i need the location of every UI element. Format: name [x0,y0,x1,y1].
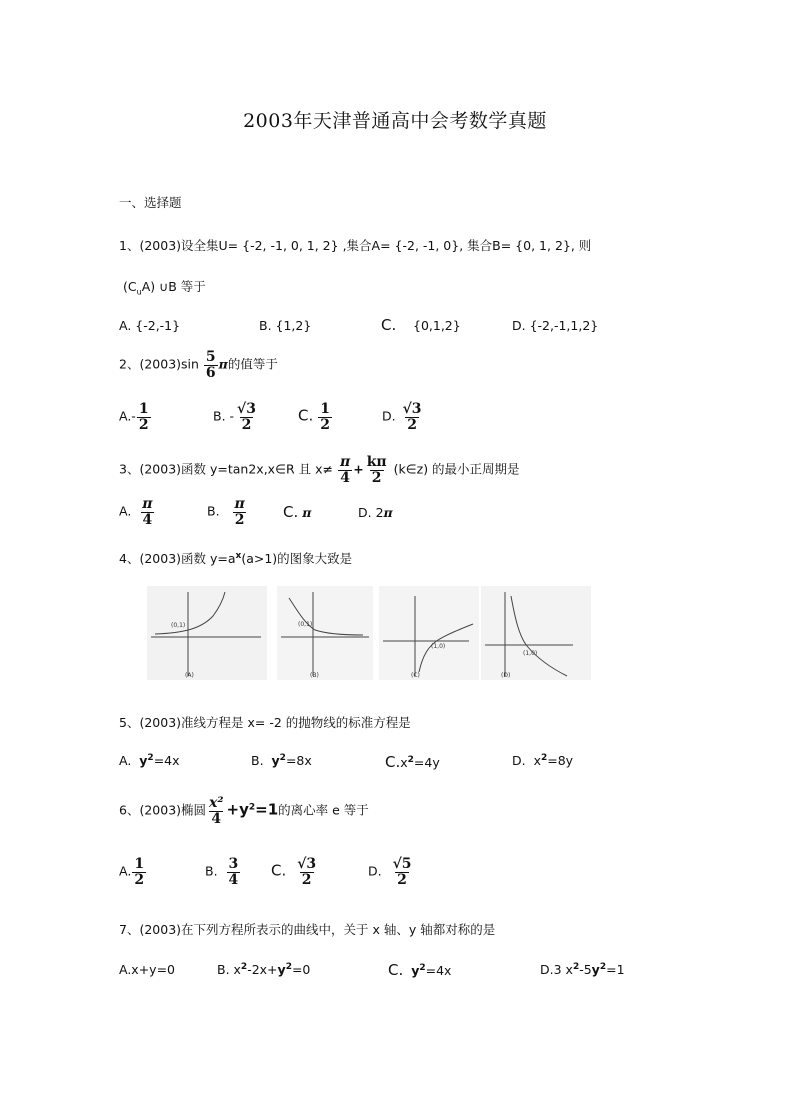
section-heading: 一、选择题 [119,195,182,210]
q3-option-a-frac [140,497,154,527]
q7-option-a: A.x+y=0 [119,962,175,977]
question-1-stem-2 [123,277,206,297]
q4-prefix: 4、(2003)函数 y=a [119,551,236,566]
q5-option-c-label: C. [385,753,401,771]
q3-a-den: 4 [142,511,153,528]
q4-exponent: x [235,550,242,561]
q5-c-sup: 2 [407,754,414,765]
q7-b-sup2: 2 [285,962,292,972]
q7-option-b [217,962,310,977]
q5-b-rest: =8x [285,753,312,769]
q7-d-sup1: 2 [572,962,580,972]
q3-option-d [358,505,393,520]
q7-d-sup2: 2 [599,962,607,972]
q5-option-b [251,753,312,768]
q7-d-var: y [591,962,600,978]
q2-option-b-frac [235,402,258,432]
q1-complement-open: (C [123,279,137,294]
q6-a-num: 1 [134,856,145,872]
q2-fraction [204,350,218,380]
q2-fraction-num: 5 [205,349,216,365]
q7-option-d [540,962,625,977]
q3-suffix: (k∈z) 的最小正周期是 [393,461,520,477]
graph-d-point: (1,0) [523,650,538,657]
q5-a-rest: =4x [153,753,180,769]
q2-option-a-frac [137,402,151,432]
q3-fraction-2 [365,455,389,485]
q6-d-num: √5 [392,856,412,872]
q2-option-d-label: D. [382,408,396,424]
q3-f1-num: π [339,454,351,470]
graph-b-label: (B) [310,672,319,679]
graph-d-panel [481,586,591,680]
q1-option-c-letter: C. [381,316,397,334]
q6-b-num: 3 [228,856,239,872]
q3-option-a [119,497,156,527]
graph-c-label: (C) [411,672,420,679]
question-7-stem: 7、(2003)在下列方程所表示的曲线中，关于 x 轴、y 轴都对称的是 [119,922,496,937]
q3-a-num: π [142,496,153,512]
q6-option-c [271,857,319,887]
q3-option-c-label: C. [283,503,299,521]
q5-b-sup: 2 [279,753,286,763]
q6-option-a [119,857,147,887]
q5-b-var: y [271,753,280,769]
q2-a-den: 2 [138,416,149,433]
question-2-stem [119,350,278,380]
q5-c-rest: =4y [413,755,440,770]
q5-option-c [385,753,440,771]
q3-f2-den: 2 [371,469,382,486]
question-5-stem: 5、(2003)准线方程是 x= -2 的抛物线的标准方程是 [119,715,411,730]
q3-option-b-frac [232,497,246,527]
q5-a-var: y [139,753,148,769]
q5-c-var: x [400,755,408,770]
q6-a-den: 2 [134,871,145,888]
q6-d-den: 2 [397,871,407,888]
q2-option-c [298,402,333,432]
q6-option-a-frac [132,857,146,887]
q3-f1-den: 4 [340,469,350,486]
q3-option-d-value: π [383,505,393,520]
q6-fraction [207,796,225,826]
q6-option-c-frac [295,857,318,887]
q2-option-c-label: C. [298,406,314,425]
q7-c-sup: 2 [419,962,426,973]
q3-option-c [283,503,311,521]
q3-option-b [207,497,248,527]
q6-sup: 2 [248,802,256,813]
graph-b-point: (0,1) [298,621,313,628]
q3-fraction-1 [338,455,352,485]
q4-suffix: (a>1)的图象大致是 [241,551,353,566]
q2-option-b-label: B. - [213,408,235,424]
q6-b-den: 4 [228,871,239,888]
q5-d-rest: =8y [547,753,574,769]
q5-d-var: x [533,753,541,769]
q7-b-sup1: 2 [240,962,248,972]
q6-option-c-label: C. [271,861,287,880]
q2-prefix: 2、(2003)sin [119,356,199,372]
q7-d-mid: -5 [579,962,592,978]
q2-c-num: 1 [320,401,330,417]
q5-option-b-label: B. [251,753,264,769]
q3-option-a-label: A. [119,503,132,519]
graph-d-label: (D) [501,672,511,679]
q5-option-d [512,753,573,768]
q1-option-d: D. {-2,-1,1,2} [512,318,599,333]
q3-b-num: π [234,496,245,512]
page-title: 2003年天津普通高中会考数学真题 [243,110,547,132]
q7-b-mid: -2x+ [247,962,278,978]
q7-b-var: y [277,962,286,978]
q7-c-var: y [411,963,420,978]
q7-d-pre: D.3 x [540,962,573,978]
graph-a-label: (A) [185,672,194,679]
q6-c-num: √3 [297,856,317,872]
q5-option-a [119,753,180,768]
q3-plus: + [353,461,364,477]
q2-option-a-label: A.- [119,408,136,424]
q3-f2-num: kπ [366,454,387,470]
q1-option-a: A. {-2,-1} [119,318,181,333]
q6-option-b [205,857,241,887]
q3-prefix: 3、(2003)函数 y=tan2x,x∈R 且 x≠ [119,461,333,477]
q5-option-a-label: A. [119,753,132,769]
q6-option-d [368,857,415,887]
q3-option-b-label: B. [207,503,220,519]
q3-option-c-value: π [302,505,312,520]
q6-option-b-frac [227,857,241,887]
q7-b-pre: B. x [217,962,241,978]
q6-c-den: 2 [301,871,312,888]
q7-d-post: =1 [606,962,625,978]
q6-mid: +y [226,800,249,819]
q2-fraction-den: 6 [205,364,216,381]
q5-option-d-label: D. [512,753,526,769]
q3-b-den: 2 [234,511,245,528]
q6-suffix: 的离心率 e 等于 [278,802,369,818]
q1-option-c: {0,1,2} [413,318,461,333]
graph-b-panel [277,586,373,680]
q6-option-b-label: B. [205,863,218,879]
q2-option-c-frac [318,402,332,432]
q7-c-rest: =4x [425,963,452,978]
question-3-stem [119,455,520,485]
q6-option-d-label: D. [368,863,382,879]
question-4-stem [119,549,352,567]
q2-option-d-frac [401,402,424,432]
q6-option-d-frac [391,857,414,887]
q4-graphs [143,584,593,684]
q2-d-num: √3 [402,401,422,417]
q2-option-b [213,402,259,432]
q7-option-c-label: C. [388,961,404,979]
question-1-stem: 1、(2003)设全集U= {-2, -1, 0, 1, 2} ,集合A= {-2, -1, 0}, 集合B= {0, 1, 2}, 则 [119,238,592,253]
q3-option-d-label: D. 2 [358,505,384,520]
q6-f-num: x² [209,795,224,811]
q2-option-a [119,402,152,432]
q2-b-den: 2 [241,416,252,433]
graph-c-panel [379,586,479,680]
q2-b-num: √3 [237,401,256,417]
q5-a-sup: 2 [147,753,154,763]
q6-f-den: 4 [211,810,222,827]
q2-suffix: 的值等于 [227,356,278,372]
q2-d-den: 2 [407,416,417,433]
q2-option-d [382,402,425,432]
q6-option-a-label: A. [119,863,132,879]
q7-option-c [388,961,451,979]
q2-c-den: 2 [320,416,330,433]
q5-d-sup: 2 [540,753,548,763]
q7-b-post: =0 [291,962,311,978]
q1-complement-rest: A) ∪B 等于 [141,279,206,294]
q1-option-b: B. {1,2} [259,318,312,333]
q2-a-num: 1 [138,401,149,417]
graph-a-point: (0,1) [171,622,186,629]
q6-eq: =1 [255,800,279,819]
question-6-stem [119,796,369,826]
graph-c-point: (1,0) [431,643,446,650]
q2-pi: π [218,356,228,372]
q1-complement-sub: u [136,287,142,297]
q6-prefix: 6、(2003)椭圆 [119,802,207,818]
